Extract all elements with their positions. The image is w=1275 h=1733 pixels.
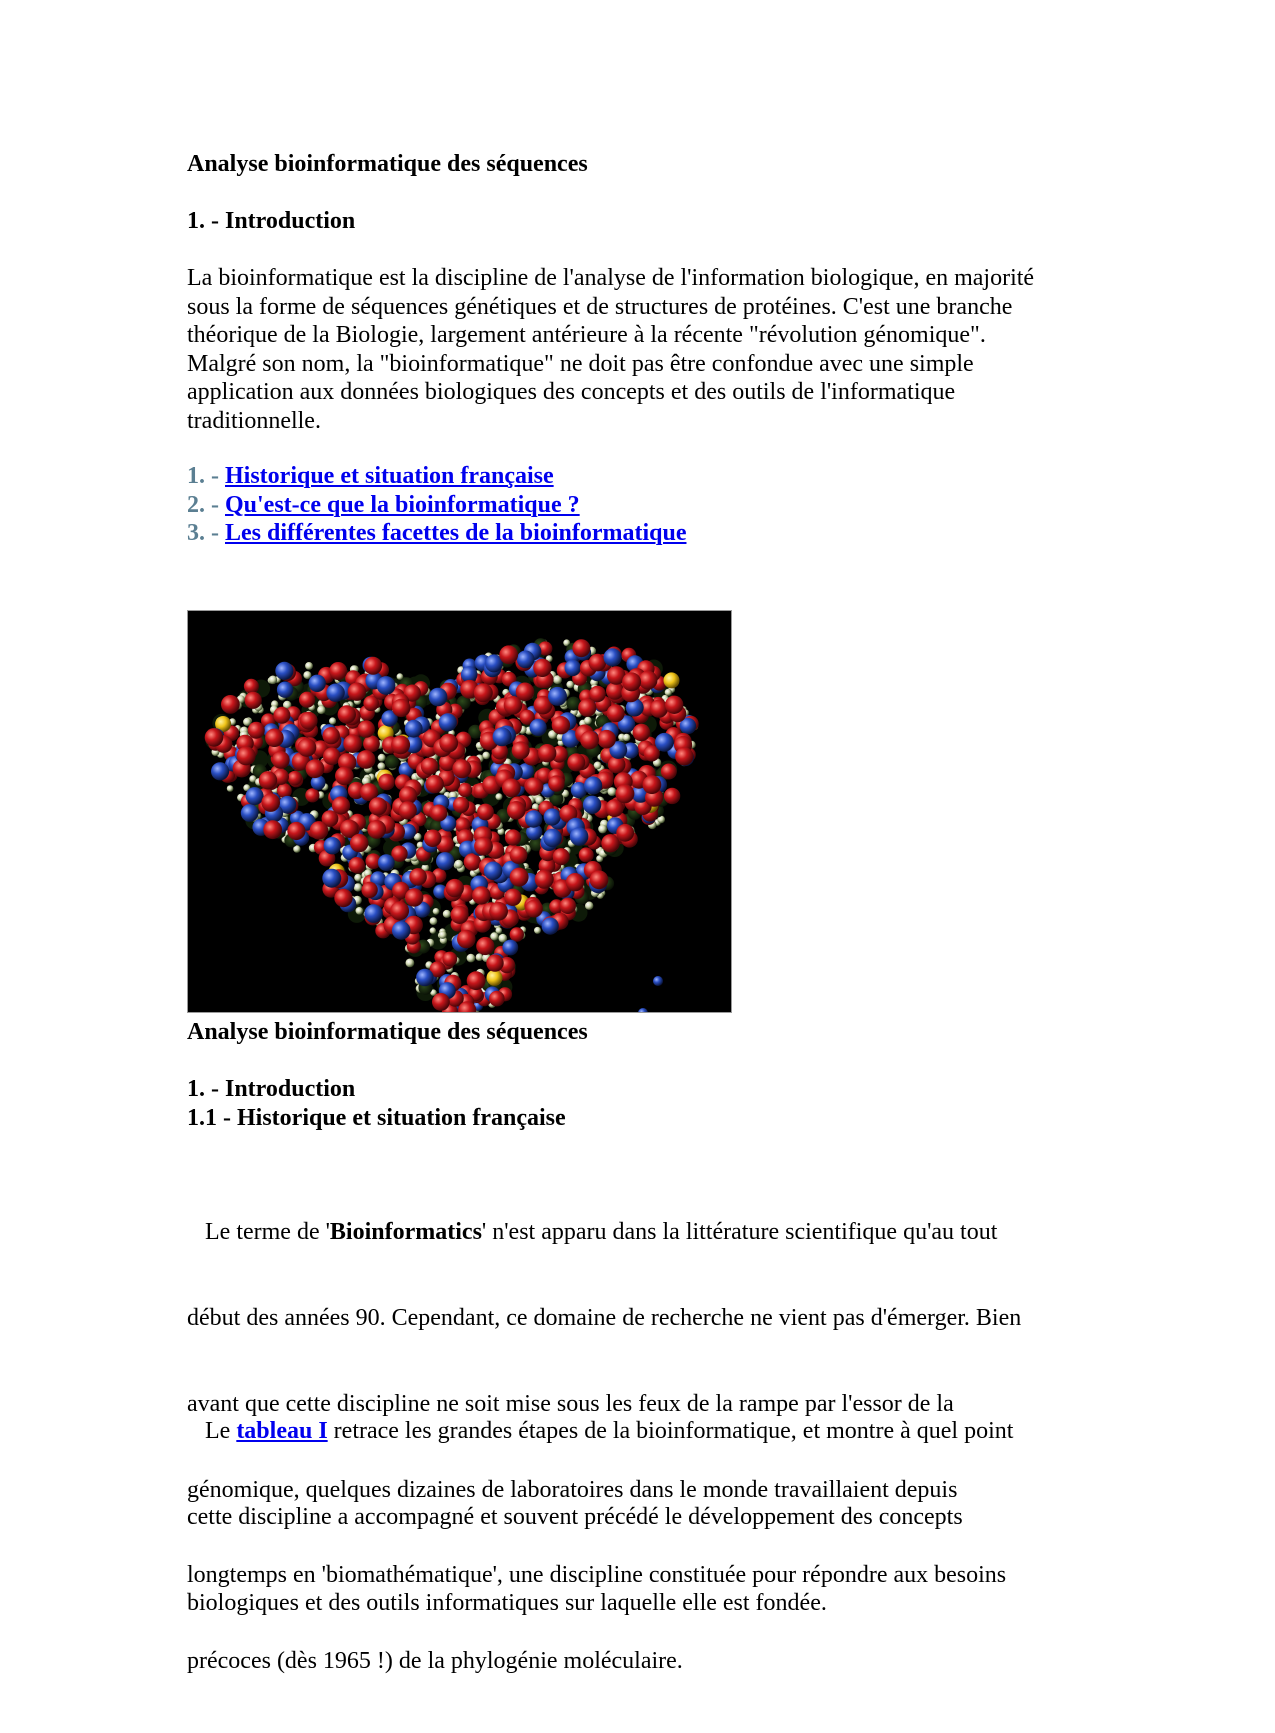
text-fragment: Le — [187, 1418, 237, 1445]
subsection-heading-historique: 1.1 - Historique et situation française — [187, 1105, 566, 1131]
paragraph-line: application aux données biologiques des concepts et des outils de l'informatique — [187, 379, 956, 406]
paragraph-line: cette discipline a accompagné et souvent précédé le développement des concepts — [187, 1503, 963, 1530]
paragraph-tableau — [187, 1360, 1087, 1675]
caption-title: Analyse bioinformatique des séquences — [187, 1019, 588, 1045]
toc-number: 1. - — [187, 463, 225, 489]
paragraph-line: début des années 90. Cependant, ce domaine de recherche ne vient pas d'émerger. Bien — [187, 1304, 1022, 1331]
molecule-illustration — [188, 611, 732, 1013]
text-fragment: ' n'est apparu dans la littérature scientifique qu'au tout — [481, 1219, 998, 1246]
paragraph-line: théorique de la Biologie, largement antérieure à la récente "révolution génomique". — [187, 322, 986, 349]
paragraph-line — [187, 1218, 1087, 1247]
paragraph-line: La bioinformatique est la discipline de l'analyse de l'information biologique, en majorité — [187, 265, 1035, 291]
tableau-i-link[interactable]: tableau I — [236, 1418, 328, 1445]
toc-item — [187, 519, 1087, 548]
table-of-contents — [187, 462, 1087, 548]
toc-link-quest-ce-que[interactable]: Qu'est-ce que la bioinformatique ? — [225, 491, 580, 518]
paragraph-line: Malgré son nom, la "bioinformatique" ne doit pas être confondue avec une simple — [187, 350, 974, 377]
toc-number: 3. - — [187, 520, 225, 547]
toc-item — [187, 491, 1087, 520]
paragraph-line: génomique, quelques dizaines de laboratoires dans le monde travaillaient depuis — [187, 1476, 958, 1503]
paragraph-line: longtemps en 'biomathématique', une discipline constituée pour répondre aux besoins — [187, 1562, 1007, 1589]
section-heading-introduction: 1. - Introduction — [187, 208, 356, 234]
paragraph-line: sous la forme de séquences génétiques et de structures de protéines. C'est une branche — [187, 293, 1013, 320]
toc-link-facettes[interactable]: Les différentes facettes de la bioinformatique — [225, 520, 687, 547]
paragraph-line — [187, 1417, 1087, 1446]
toc-link-historique[interactable]: Historique et situation française — [225, 463, 554, 489]
paragraph-line: traditionnelle. — [187, 407, 321, 434]
toc-item — [187, 462, 1087, 491]
paragraph-line: avant que cette discipline ne soit mise sous les feux de la rampe par l'essor de la — [187, 1390, 954, 1417]
text-fragment: retrace les grandes étapes de la bioinformatique, et montre à quel point — [327, 1418, 1014, 1445]
intro-paragraph — [187, 264, 1087, 436]
document-title: Analyse bioinformatique des séquences — [187, 151, 588, 177]
section-heading-introduction-repeat: 1. - Introduction — [187, 1076, 356, 1102]
protein-structure-image — [187, 610, 732, 1013]
bold-term: Bioinformatics — [329, 1219, 482, 1246]
toc-number: 2. - — [187, 491, 225, 518]
paragraph-line: précoces (dès 1965 !) de la phylogénie moléculaire. — [187, 1648, 683, 1675]
text-fragment: Le terme de ' — [187, 1219, 330, 1246]
paragraph-line: biologiques et des outils informatiques sur laquelle elle est fondée. — [187, 1589, 827, 1616]
